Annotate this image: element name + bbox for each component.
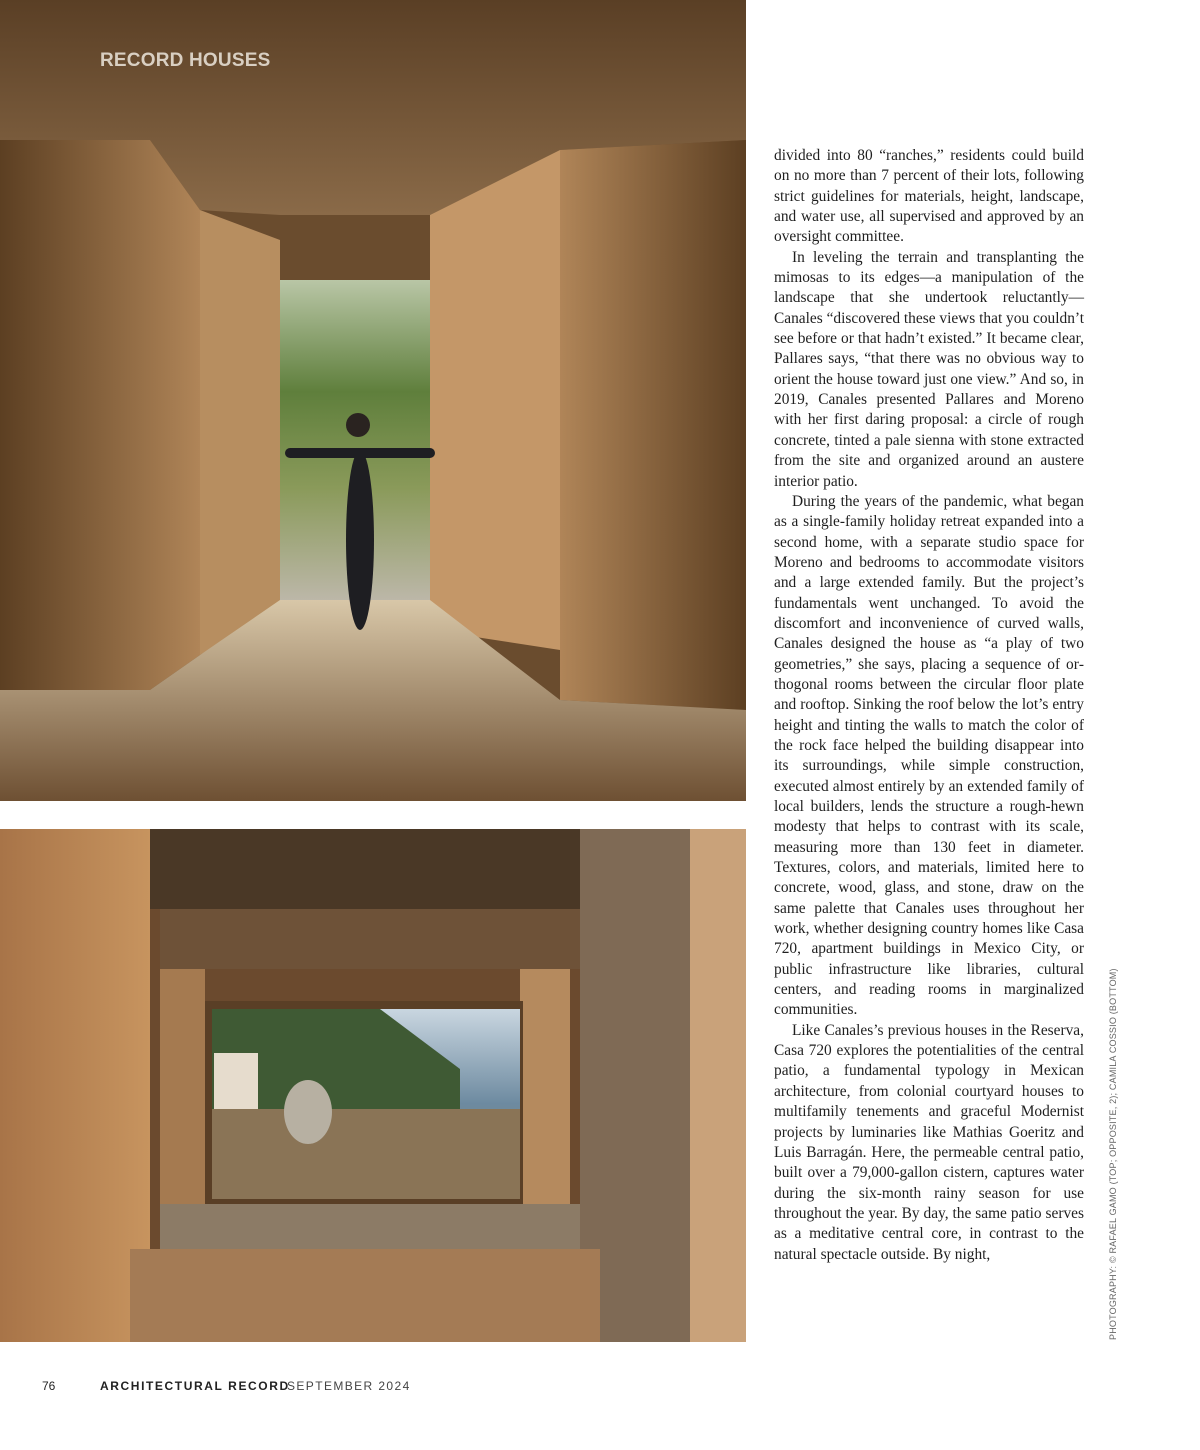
- issue-date: SEPTEMBER 2024: [287, 1379, 411, 1393]
- photo-credit: PHOTOGRAPHY: © RAFAEL GAMO (TOP; OPPOSITE, 2); CAMILA COSSIO (BOTTOM): [1108, 968, 1118, 1340]
- article-paragraph: In leveling the terrain and transplanting the mimosas to its edges—a manipulation of the landscape that she undertook reluctantly—Canales “discovered these views that you couldn’t see before or that hadn’t existed.” It became clear, Pallares says, “that there was no obvious way to orient the house toward just one view.” And so, in 2019, Canales presented Pallares and Moreno with her first daring proposal: a circle of rough concrete, tinted a pale sienna with stone extracted from the site and organized around an austere interior patio.: [774, 248, 1085, 490]
- article-body: [774, 146, 1084, 1265]
- photo-top-image: [0, 0, 746, 801]
- section-label: RECORD HOUSES: [100, 50, 271, 71]
- photo-bottom: [0, 829, 746, 1342]
- article-paragraph: Like Canales’s previous houses in the Reserva, Casa 720 explores the potentialities of the central patio, a fundamental typology in Mexican architecture, from colonial courtyard houses to multifamily tenements and graceful Modernist projects by luminaries like Mathias Goeritz and Luis Barragán. Here, the permeable central patio, built over a 79,000-gallon cistern, captures water during the six-month rainy season for use throughout the year. By day, the same patio serves as a meditative central core, in contrast to the natural spectacle outside. By night,: [774, 1021, 1084, 1263]
- page-number: 76: [42, 1379, 56, 1393]
- photo-top: [0, 0, 746, 801]
- article-paragraph: divided into 80 “ranches,” residents could build on no more than 7 percent of their lots, following strict guidelines for materials, height, landscape, and water use, all supervised and approved by an oversight committee.: [774, 147, 1084, 246]
- photo-bottom-image: [0, 829, 746, 1342]
- magazine-title: ARCHITECTURAL RECORD: [100, 1379, 290, 1393]
- article-paragraph: During the years of the pandemic, what began as a single-family holiday retreat expanded into a second home, with a separate studio space for Moreno and bedrooms to accommodate visitors and a large extended family. But the project’s fundamentals went unchanged. To avoid the discomfort and inconvenience of curved walls, Canales designed the house as “a play of two geometries,” she says, placing a sequence of orthogonal rooms between the circular floor plate and rooftop. Sinking the roof below the lot’s entry height and tinting the walls to match the color of the rock face helped the building disappear into its surroundings, while simple construction, executed almost entirely by an extended family of local builders, lends the structure a rough-hewn modesty that helps to contrast with its scale, measuring more than 130 feet in diameter. Textures, colors, and materials, limited here to concrete, wood, glass, and stone, draw on the same palette that Canales uses throughout her work, whether designing country homes like Casa 720, apartment buildings in Mexico City, or public infrastructure like libraries, cultural centers, and reading rooms in marginalized communities.: [774, 492, 1084, 1019]
